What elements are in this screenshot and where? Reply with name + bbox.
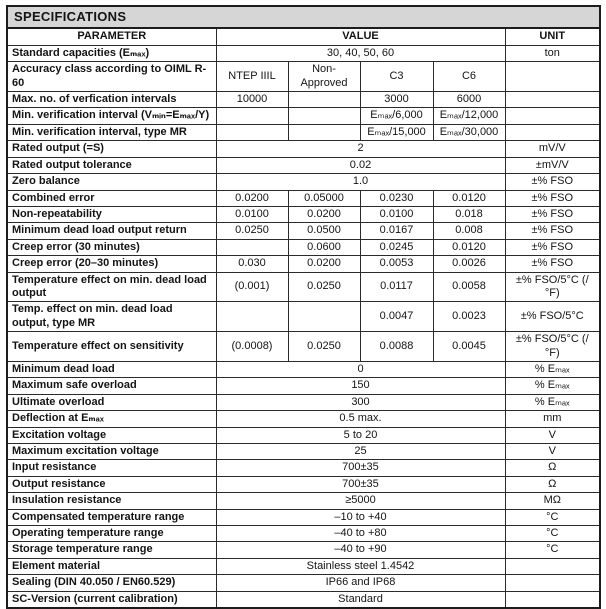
value-cell: Eₘₐₓ/6,000 xyxy=(360,108,433,124)
unit-cell: % Eₘₐₓ xyxy=(505,378,600,394)
unit-cell: MΩ xyxy=(505,493,600,509)
value-cell: 150 xyxy=(216,378,505,394)
value-cell: 0.0500 xyxy=(288,223,360,239)
value-cell: 2 xyxy=(216,141,505,157)
value-cell: (0.0008) xyxy=(216,332,288,362)
unit-cell: ±% FSO xyxy=(505,174,600,190)
table-row xyxy=(7,591,600,608)
table-row xyxy=(7,141,600,157)
parameter-cell: Standard capacities (Eₘₐₓ) xyxy=(7,45,216,61)
unit-cell xyxy=(505,124,600,140)
table-row xyxy=(7,256,600,272)
table-row xyxy=(7,378,600,394)
value-cell: IP66 and IP68 xyxy=(216,575,505,591)
value-cell xyxy=(216,302,288,332)
value-cell: 25 xyxy=(216,444,505,460)
parameter-cell: Accuracy class according to OIML R-60 xyxy=(7,62,216,92)
parameter-cell: Non-repeatability xyxy=(7,206,216,222)
value-cell: 0.0100 xyxy=(216,206,288,222)
value-cell: 0.030 xyxy=(216,256,288,272)
parameter-cell: Ultimate overload xyxy=(7,394,216,410)
parameter-cell: Rated output (=S) xyxy=(7,141,216,157)
specifications-table xyxy=(6,5,601,609)
column-header-row xyxy=(7,28,600,46)
unit-cell: ±% FSO xyxy=(505,190,600,206)
value-cell: –40 to +90 xyxy=(216,542,505,558)
value-cell: 10000 xyxy=(216,92,288,108)
value-cell: Non-Approved xyxy=(288,62,360,92)
value-cell: 0.0120 xyxy=(433,239,505,255)
parameter-cell: Input resistance xyxy=(7,460,216,476)
value-cell xyxy=(216,239,288,255)
value-cell: C6 xyxy=(433,62,505,92)
value-cell: Eₘₐₓ/15,000 xyxy=(360,124,433,140)
unit-cell: ±% FSO xyxy=(505,239,600,255)
parameter-cell: Min. verification interval, type MR xyxy=(7,124,216,140)
value-cell: 0.5 max. xyxy=(216,411,505,427)
table-row xyxy=(7,272,600,302)
value-cell xyxy=(288,124,360,140)
parameter-cell: Compensated temperature range xyxy=(7,509,216,525)
unit-cell xyxy=(505,62,600,92)
table-row xyxy=(7,493,600,509)
unit-cell: °C xyxy=(505,542,600,558)
parameter-cell: Creep error (20–30 minutes) xyxy=(7,256,216,272)
column-header-unit: UNIT xyxy=(505,28,600,46)
value-cell: 0.0045 xyxy=(433,332,505,362)
parameter-cell: Storage temperature range xyxy=(7,542,216,558)
table-row xyxy=(7,394,600,410)
parameter-cell: Element material xyxy=(7,558,216,574)
parameter-cell: Maximum safe overload xyxy=(7,378,216,394)
table-row xyxy=(7,45,600,61)
table-row xyxy=(7,206,600,222)
value-cell: 300 xyxy=(216,394,505,410)
table-row xyxy=(7,157,600,173)
unit-cell: V xyxy=(505,427,600,443)
value-cell: 0.0200 xyxy=(288,206,360,222)
value-cell: 0.0058 xyxy=(433,272,505,302)
table-row xyxy=(7,476,600,492)
unit-cell xyxy=(505,108,600,124)
parameter-cell: Excitation voltage xyxy=(7,427,216,443)
unit-cell: ±% FSO xyxy=(505,256,600,272)
value-cell: 0.02 xyxy=(216,157,505,173)
table-row xyxy=(7,223,600,239)
parameter-cell: SC-Version (current calibration) xyxy=(7,591,216,608)
unit-cell: ±% FSO xyxy=(505,206,600,222)
unit-cell: V xyxy=(505,444,600,460)
value-cell: 0.0026 xyxy=(433,256,505,272)
unit-cell: Ω xyxy=(505,460,600,476)
column-header-parameter: PARAMETER xyxy=(7,28,216,46)
value-cell: 5 to 20 xyxy=(216,427,505,443)
parameter-cell: Max. no. of verfication intervals xyxy=(7,92,216,108)
value-cell: 0.0200 xyxy=(288,256,360,272)
parameter-cell: Insulation resistance xyxy=(7,493,216,509)
table-row xyxy=(7,411,600,427)
value-cell: 0.0047 xyxy=(360,302,433,332)
value-cell: 0.0250 xyxy=(288,272,360,302)
unit-cell: ±% FSO xyxy=(505,223,600,239)
value-cell: –40 to +80 xyxy=(216,526,505,542)
table-row xyxy=(7,62,600,92)
value-cell: 0.0053 xyxy=(360,256,433,272)
parameter-cell: Minimum dead load xyxy=(7,361,216,377)
value-cell: 0.0120 xyxy=(433,190,505,206)
value-cell: (0.001) xyxy=(216,272,288,302)
unit-cell: ±mV/V xyxy=(505,157,600,173)
parameter-cell: Temperature effect on min. dead load output xyxy=(7,272,216,302)
unit-cell: ton xyxy=(505,45,600,61)
unit-cell: °C xyxy=(505,526,600,542)
parameter-cell: Operating temperature range xyxy=(7,526,216,542)
unit-cell: mm xyxy=(505,411,600,427)
parameter-cell: Zero balance xyxy=(7,174,216,190)
parameter-cell: Sealing (DIN 40.050 / EN60.529) xyxy=(7,575,216,591)
unit-cell: Ω xyxy=(505,476,600,492)
value-cell: Stainless steel 1.4542 xyxy=(216,558,505,574)
value-cell: C3 xyxy=(360,62,433,92)
table-row xyxy=(7,108,600,124)
table-row xyxy=(7,174,600,190)
table-row xyxy=(7,239,600,255)
value-cell: 0.0245 xyxy=(360,239,433,255)
unit-cell xyxy=(505,558,600,574)
unit-cell: °C xyxy=(505,509,600,525)
table-title-row xyxy=(7,6,600,28)
table-row xyxy=(7,444,600,460)
value-cell: 0.018 xyxy=(433,206,505,222)
value-cell: 700±35 xyxy=(216,476,505,492)
value-cell: 700±35 xyxy=(216,460,505,476)
table-row xyxy=(7,361,600,377)
value-cell: 0 xyxy=(216,361,505,377)
value-cell xyxy=(288,92,360,108)
parameter-cell: Deflection at Eₘₐₓ xyxy=(7,411,216,427)
unit-cell xyxy=(505,575,600,591)
parameter-cell: Minimum dead load output return xyxy=(7,223,216,239)
value-cell: 0.0117 xyxy=(360,272,433,302)
value-cell: NTEP IIIL xyxy=(216,62,288,92)
value-cell: 30, 40, 50, 60 xyxy=(216,45,505,61)
unit-cell xyxy=(505,92,600,108)
value-cell xyxy=(288,302,360,332)
value-cell: 0.0250 xyxy=(216,223,288,239)
table-row xyxy=(7,575,600,591)
parameter-cell: Output resistance xyxy=(7,476,216,492)
table-row xyxy=(7,124,600,140)
value-cell: 0.0088 xyxy=(360,332,433,362)
parameter-cell: Temp. effect on min. dead load output, type MR xyxy=(7,302,216,332)
value-cell: 0.008 xyxy=(433,223,505,239)
value-cell: 0.05000 xyxy=(288,190,360,206)
table-row xyxy=(7,332,600,362)
value-cell: ≥5000 xyxy=(216,493,505,509)
table-row xyxy=(7,427,600,443)
parameter-cell: Rated output tolerance xyxy=(7,157,216,173)
table-row xyxy=(7,558,600,574)
value-cell xyxy=(288,108,360,124)
value-cell: Standard xyxy=(216,591,505,608)
value-cell: 0.0600 xyxy=(288,239,360,255)
value-cell: 0.0200 xyxy=(216,190,288,206)
value-cell: 1.0 xyxy=(216,174,505,190)
table-row xyxy=(7,92,600,108)
parameter-cell: Temperature effect on sensitivity xyxy=(7,332,216,362)
value-cell: Eₘₐₓ/30,000 xyxy=(433,124,505,140)
table-row xyxy=(7,302,600,332)
table-row xyxy=(7,526,600,542)
table-title: SPECIFICATIONS xyxy=(7,6,600,28)
parameter-cell: Maximum excitation voltage xyxy=(7,444,216,460)
unit-cell: % Eₘₐₓ xyxy=(505,361,600,377)
unit-cell: ±% FSO/5°C xyxy=(505,302,600,332)
parameter-cell: Min. verification interval (Vₘᵢₙ=Eₘₐₓ/Y) xyxy=(7,108,216,124)
value-cell: 6000 xyxy=(433,92,505,108)
value-cell: 3000 xyxy=(360,92,433,108)
unit-cell: ±% FSO/5°C (/°F) xyxy=(505,272,600,302)
value-cell xyxy=(216,124,288,140)
column-header-value: VALUE xyxy=(216,28,505,46)
table-row xyxy=(7,542,600,558)
table-row xyxy=(7,509,600,525)
unit-cell: mV/V xyxy=(505,141,600,157)
value-cell: Eₘₐₓ/12,000 xyxy=(433,108,505,124)
table-row xyxy=(7,190,600,206)
value-cell: 0.0100 xyxy=(360,206,433,222)
value-cell: –10 to +40 xyxy=(216,509,505,525)
table-row xyxy=(7,460,600,476)
unit-cell: ±% FSO/5°C (/°F) xyxy=(505,332,600,362)
parameter-cell: Combined error xyxy=(7,190,216,206)
value-cell: 0.0250 xyxy=(288,332,360,362)
value-cell: 0.0167 xyxy=(360,223,433,239)
unit-cell xyxy=(505,591,600,608)
value-cell: 0.0230 xyxy=(360,190,433,206)
value-cell xyxy=(216,108,288,124)
parameter-cell: Creep error (30 minutes) xyxy=(7,239,216,255)
unit-cell: % Eₘₐₓ xyxy=(505,394,600,410)
value-cell: 0.0023 xyxy=(433,302,505,332)
